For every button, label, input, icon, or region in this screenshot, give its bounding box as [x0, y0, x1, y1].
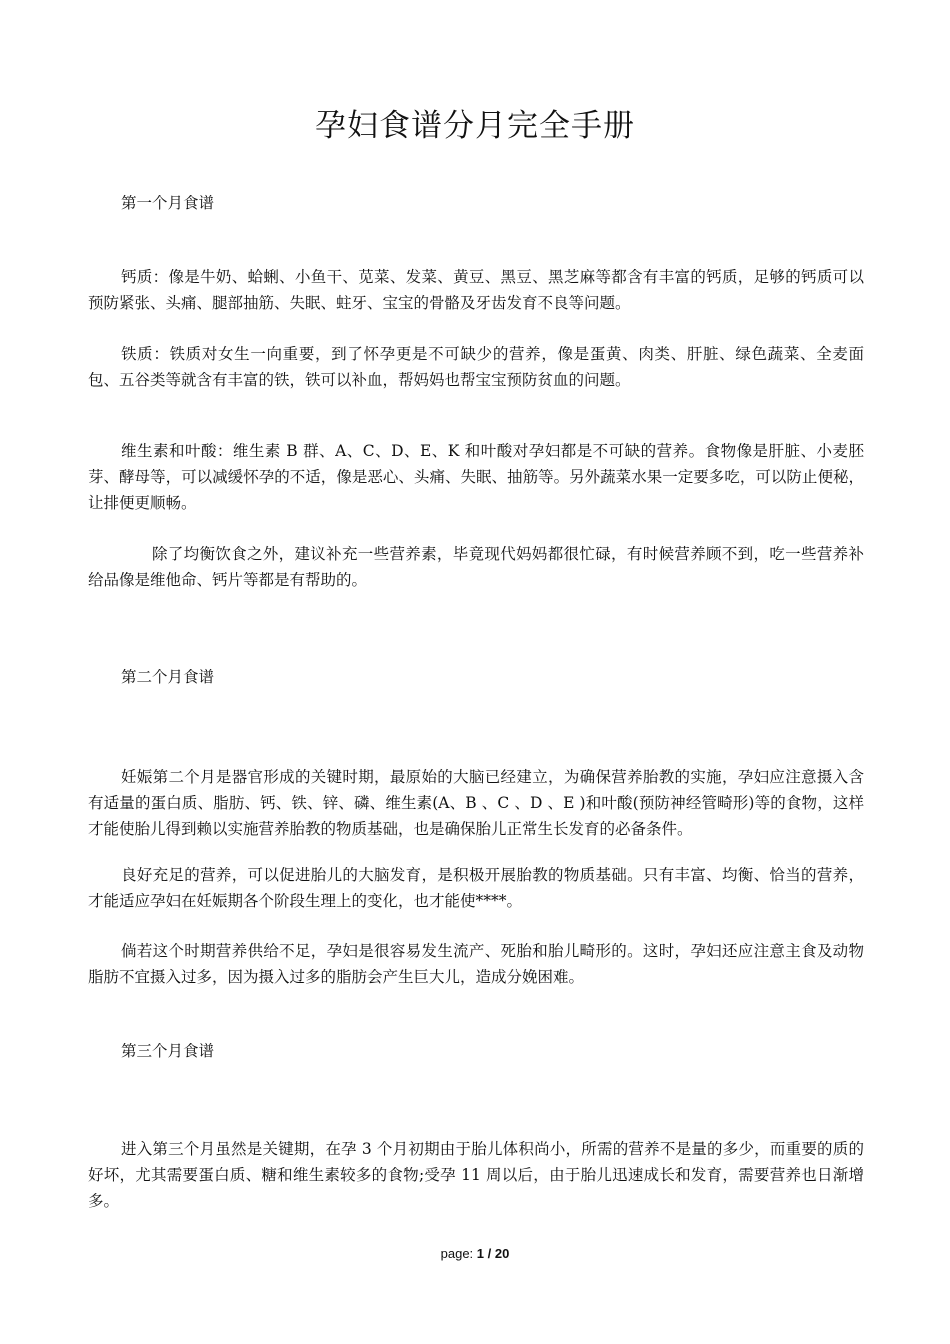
page-footer — [0, 1245, 950, 1263]
paragraph-vitamins: 维生素和叶酸：维生素 B 群、A、C、D、E、K 和叶酸对孕妇都是不可缺的营养。食物像是肝脏、小麦胚芽、酵母等，可以减缓怀孕的不适，像是恶心、头痛、失眠、抽筋等。另外蔬菜水果一定要多吃，可以防止便秘，让排便更顺畅。 — [88, 442, 864, 512]
current-page-number: 1 — [476, 1246, 485, 1261]
paragraph-calcium: 钙质：像是牛奶、蛤蜊、小鱼干、苋菜、发菜、黄豆、黑豆、黑芝麻等都含有丰富的钙质，足够的钙质可以预防紧张、头痛、腿部抽筋、失眠、蛀牙、宝宝的骨骼及牙齿发育不良等问题。 — [88, 268, 864, 312]
paragraph-organ-formation: 妊娠第二个月是器官形成的关键时期，最原始的大脑已经建立，为确保营养胎教的实施，孕妇应注意摄入含有适量的蛋白质、脂肪、钙、铁、锌、磷、维生素(A、B 、C 、D 、E )和叶酸(预防神经管畸形)等的食物，这样才能使胎儿得到赖以实施营养胎教的物质基础，也是确保胎儿正常生长发育的必备条件。 — [88, 768, 864, 838]
paragraph-nutrition-foundation: 良好充足的营养，可以促进胎儿的大脑发育，是积极开展胎教的物质基础。只有丰富、均衡、恰当的营养，才能适应孕妇在妊娠期各个阶段生理上的变化，也才能使****。 — [88, 866, 864, 910]
paragraph-month-3-nutrition: 进入第三个月虽然是关键期，在孕 3 个月初期由于胎儿体积尚小，所需的营养不是量的多少，而重要的质的好坏，尤其需要蛋白质、糖和维生素较多的食物;受孕 11 周以后，由于胎儿迅速成长和发育，需要营养也日渐增多。 — [88, 1140, 864, 1210]
page-label: page: — [440, 1246, 474, 1261]
section-heading-month-3: 第三个月食谱 — [121, 1042, 215, 1060]
paragraph-nutrition-deficiency: 倘若这个时期营养供给不足，孕妇是很容易发生流产、死胎和胎儿畸形的。这时，孕妇还应注意主食及动物脂肪不宜摄入过多，因为摄入过多的脂肪会产生巨大儿，造成分娩困难。 — [88, 942, 864, 986]
paragraph-supplements: 除了均衡饮食之外，建议补充一些营养素，毕竟现代妈妈都很忙碌，有时候营养顾不到，吃一些营养补给品像是维他命、钙片等都是有帮助的。 — [88, 545, 864, 589]
document-title: 孕妇食谱分月完全手册 — [315, 108, 635, 144]
section-heading-month-1: 第一个月食谱 — [121, 194, 215, 212]
page-separator: / — [487, 1246, 492, 1261]
section-heading-month-2: 第二个月食谱 — [121, 668, 215, 686]
total-page-count: 20 — [494, 1246, 510, 1261]
paragraph-iron: 铁质：铁质对女生一向重要，到了怀孕更是不可缺少的营养，像是蛋黄、肉类、肝脏、绿色蔬菜、全麦面包、五谷类等就含有丰富的铁，铁可以补血，帮妈妈也帮宝宝预防贫血的问题。 — [88, 345, 864, 389]
